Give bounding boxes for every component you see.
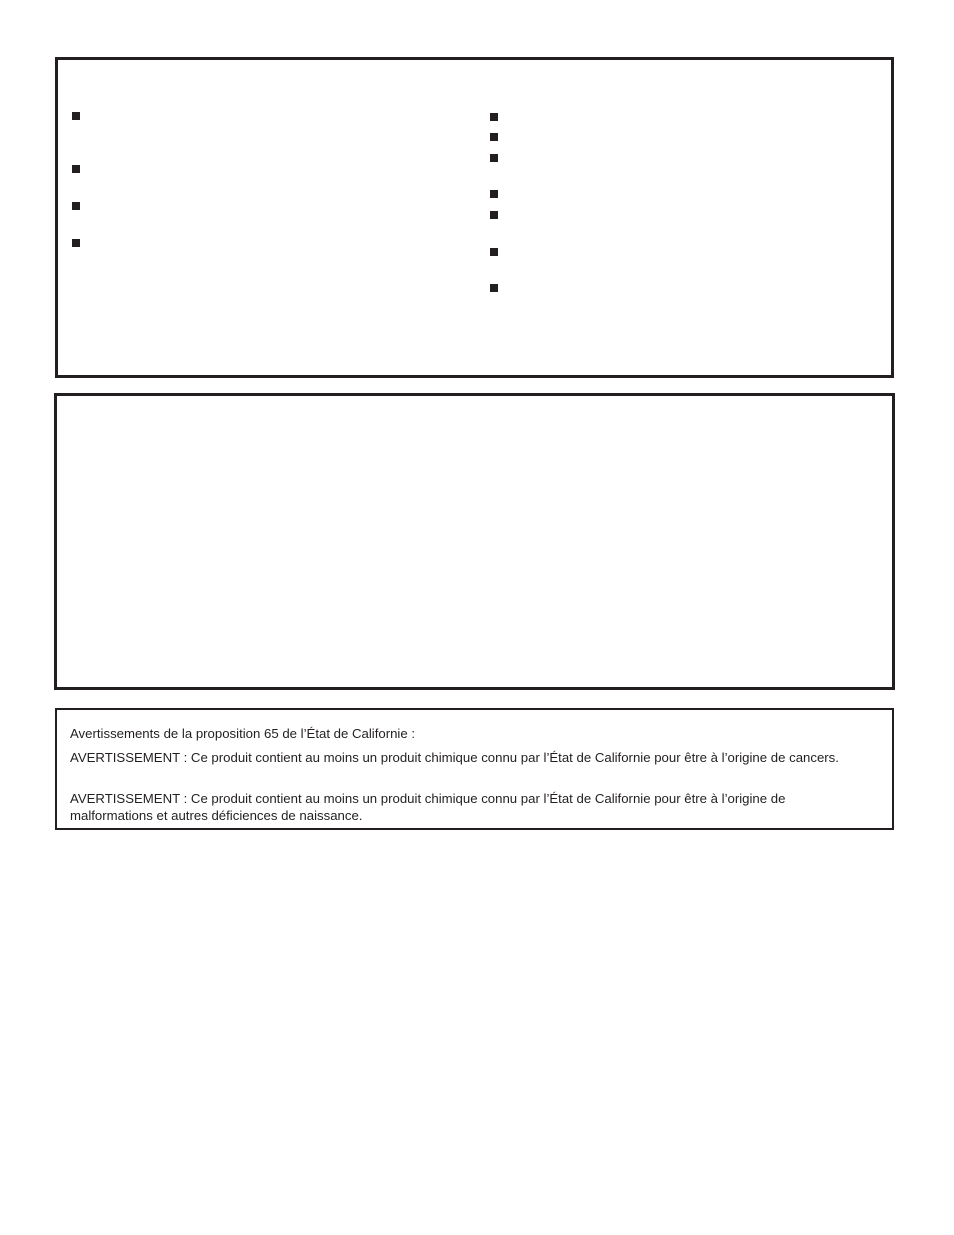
prop65-warning-box	[55, 708, 894, 830]
prop65-cancer-warning: AVERTISSEMENT : Ce produit contient au moins un produit chimique connu par l’État de Californie pour être à l’origine de cancers.	[70, 750, 839, 765]
bullet-marker	[490, 133, 498, 141]
bullet-marker	[490, 154, 498, 162]
bullet-marker	[490, 190, 498, 198]
bullet-marker	[490, 248, 498, 256]
bullet-marker	[490, 113, 498, 121]
safety-notice-box	[54, 393, 895, 690]
bullet-marker	[72, 239, 80, 247]
bullet-marker	[72, 202, 80, 210]
bullet-marker	[490, 284, 498, 292]
bullet-marker	[72, 165, 80, 173]
prop65-heading: Avertissements de la proposition 65 de l’État de Californie :	[70, 726, 416, 741]
prop65-birth-defects-warning: AVERTISSEMENT : Ce produit contient au moins un produit chimique connu par l’État de Californie pour être à l’origine de malformations et autres déficiences de naissance.	[70, 791, 786, 823]
bullet-marker	[490, 211, 498, 219]
bullet-marker	[72, 112, 80, 120]
safety-instructions-box	[55, 57, 894, 378]
